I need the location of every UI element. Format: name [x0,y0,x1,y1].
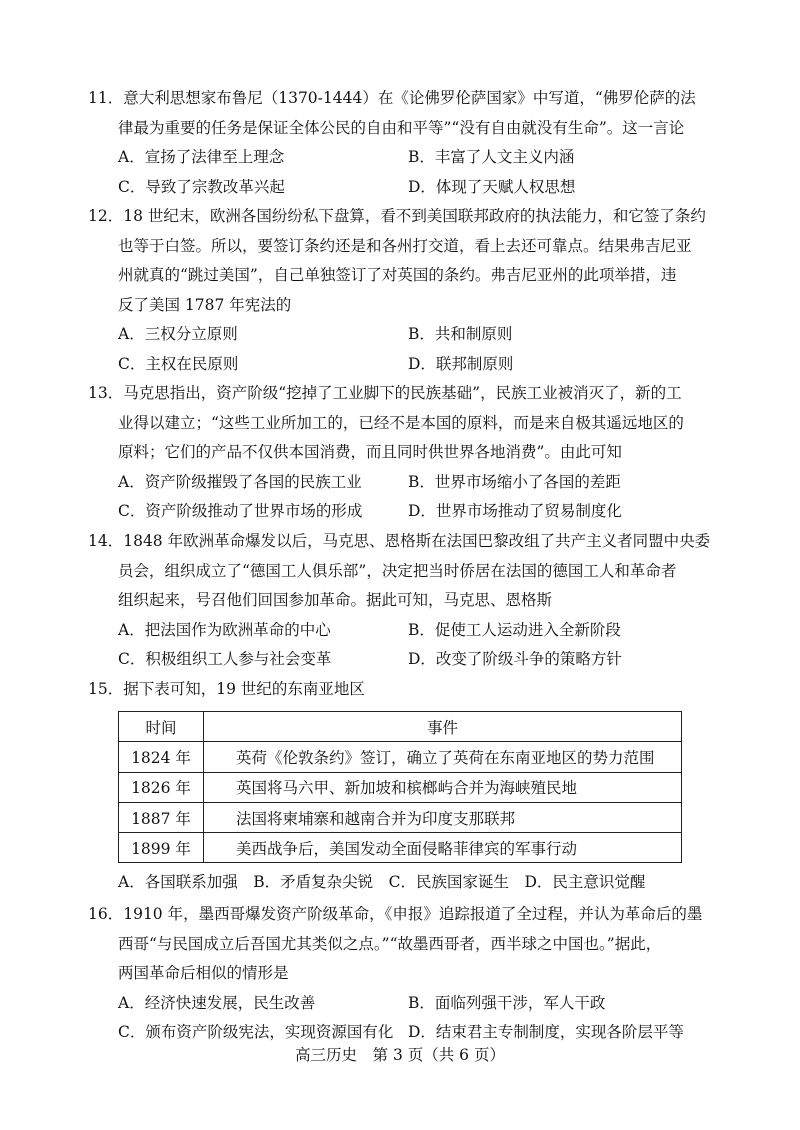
option-a[interactable]: A．经济快速发展，民生改善 [118,993,316,1012]
option-a[interactable]: A．宣扬了法律至上理念 [118,148,285,166]
table-cell-event: 法国将柬埔寨和越南合并为印度支那联邦 [204,802,682,832]
question-stem-line: 西哥“与民国成立后吾国尤其类似之点。”“故墨西哥者，西半球之中国也。”据此， [118,934,662,953]
events-table [118,711,682,863]
table-row [119,742,682,772]
question-12 [88,202,718,379]
question-stem-line: 业得以建立；“这些工业所加工的，已经不是本国的原料，而是来自极其遥远地区的 [118,413,684,432]
question-stem-line: 13．马克思指出，资产阶级“挖掉了工业脚下的民族基础”，民族工业被消灭了，新的工 [88,384,682,402]
option-d[interactable]: D．结束君主专制制度，实现各阶层平等 [408,1023,684,1041]
table-header-event: 事件 [204,712,682,742]
option-d[interactable]: D．体现了天赋人权思想 [408,177,576,196]
options-row [88,320,718,350]
option-a[interactable]: A．把法国作为欧洲革命的中心 [118,620,331,639]
question-16 [88,900,718,1048]
options-row [88,143,718,173]
question-stem-line: 组织起来，号召他们回国参加革命。据此可知，马克思、恩格斯 [118,591,553,609]
table-row [119,833,682,863]
question-stem-line: 员会，组织成立了“德国工人俱乐部”，决定把当时侨居在法国的德国工人和革命者 [118,561,677,580]
options-row [88,173,718,203]
option-d[interactable]: D．联邦制原则 [408,354,514,373]
table-cell-time: 1899 年 [119,833,204,863]
question-14 [88,527,718,675]
table-header-row [119,712,682,742]
option-c[interactable]: C．资产阶级推动了世界市场的形成 [118,502,363,520]
option-b[interactable]: B．世界市场缩小了各国的差距 [408,472,621,491]
table-row [119,772,682,802]
question-15 [88,675,718,705]
option-d[interactable]: D．改变了阶级斗争的策略方针 [408,650,622,668]
question-11 [88,84,718,202]
table-cell-event: 英荷《伦敦条约》签订，确立了英荷在东南亚地区的势力范围 [204,742,682,772]
option-c[interactable]: C．导致了宗教改革兴起 [118,177,285,196]
question-stem-line: 原料；它们的产品不仅供本国消费，而且同时供世界各地消费”。由此可知 [118,443,622,461]
question-stem-line: 反了美国 1787 年宪法的 [118,295,292,314]
option-b[interactable]: B．共和制原则 [408,325,513,343]
options-row [88,989,718,1019]
options-row [88,645,718,675]
option-c[interactable]: C．主权在民原则 [118,354,239,373]
options-row[interactable]: A．各国联系加强 B．矛盾复杂尖锐 C．民族国家诞生 D．民主意识觉醒 [118,873,646,891]
options-row [88,350,718,380]
options-row [88,497,718,527]
question-stem-line: 14．1848 年欧洲革命爆发以后，马克思、恩格斯在法国巴黎改组了共产主义者同盟中央委 [88,532,711,550]
option-a[interactable]: A．三权分立原则 [118,325,238,343]
question-stem-line: 也等于白签。所以，要签订条约还是和各州打交道，看上去还可靠点。结果弗吉尼亚 [118,236,692,255]
table-cell-time: 1887 年 [119,802,204,832]
question-stem-line: 律最为重要的任务是保证全体公民的自由和平等”“没有自由就没有生命”。这一言论 [118,118,685,137]
option-c[interactable]: C．颁布资产阶级宪法，实现资源国有化 [118,1023,394,1041]
question-stem-line: 11．意大利思想家布鲁尼（1370-1444）在《论佛罗伦萨国家》中写道，“佛罗伦萨的法 [88,89,696,107]
option-b[interactable]: B．促使工人运动进入全新阶段 [408,620,621,639]
table-header-time: 时间 [119,712,204,742]
question-stem-line: 15．据下表可知，19 世纪的东南亚地区 [88,680,365,698]
question-stem-line: 两国革命后相似的情形是 [118,964,289,982]
question-stem-line: 16．1910 年，墨西哥爆发资产阶级革命，《申报》追踪报道了全过程，并认为革命后的墨 [88,905,703,923]
table-cell-time: 1824 年 [119,742,204,772]
page-footer: 高三历史 第 3 页（共 6 页） [295,1046,505,1064]
question-15-options [88,868,718,898]
table-cell-event: 英国将马六甲、新加坡和槟榔屿合并为海峡殖民地 [204,772,682,802]
question-stem-line: 12．18 世纪末，欧洲各国纷纷私下盘算，看不到美国联邦政府的执法能力，和它签了条约 [88,207,706,225]
options-row [88,616,718,646]
option-d[interactable]: D．世界市场推动了贸易制度化 [408,502,622,520]
question-stem-line: 州就真的“跳过美国”，自己单独签订了对英国的条约。弗吉尼亚州的此项举措，违 [118,266,677,284]
option-b[interactable]: B．面临列强干涉，军人干政 [408,993,606,1012]
options-row [88,468,718,498]
option-a[interactable]: A．资产阶级摧毁了各国的民族工业 [118,472,362,491]
table-row [119,802,682,832]
option-b[interactable]: B．丰富了人文主义内涵 [408,148,575,166]
table-cell-time: 1826 年 [119,772,204,802]
table-cell-event: 美西战争后，美国发动全面侵略菲律宾的军事行动 [204,833,682,863]
option-c[interactable]: C．积极组织工人参与社会变革 [118,650,332,668]
question-13 [88,379,718,527]
